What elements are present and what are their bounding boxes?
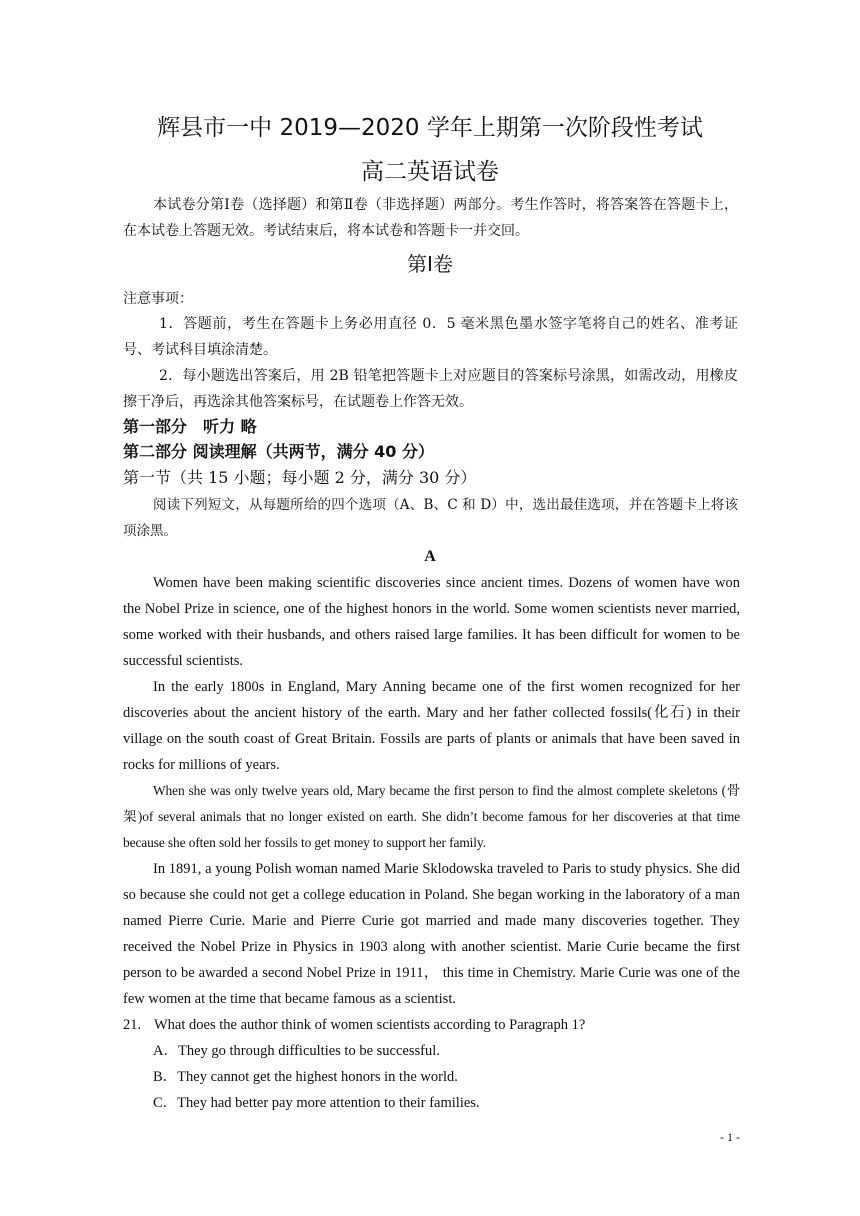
part-two-heading: 第二部分 阅读理解（共两节，满分 40 分） xyxy=(123,442,434,461)
part-one-heading: 第一部分 听力 略 xyxy=(123,417,257,436)
passage-paragraph: Women have been making scientific discoveries since ancient times. Dozens of women have won the Nobel Prize in science, one of the highest honors in the world. Some women scientists never married, some worked with their husbands, and others raised large families. It has been difficult for women to be successful scientists. xyxy=(123,575,740,669)
option-a: A．They go through difficulties to be successful. xyxy=(153,1043,440,1059)
question-21 xyxy=(123,1012,740,1038)
passage-paragraph: When she was only twelve years old, Mary became the first person to find the almost complete skeletons (骨架)of several animals that no longer existed on earth. She didn’t become famous for her discoveries at that time because she often sold her fossils to get money to support her family. xyxy=(123,783,740,850)
exam-intro: 本试卷分第Ⅰ卷（选择题）和第Ⅱ卷（非选择题）两部分。考生作答时，将答案答在答题卡上，在本试卷上答题无效。考试结束后，将本试卷和答题卡一并交回。 xyxy=(123,197,738,239)
passage-paragraph: In the early 1800s in England, Mary Anning became one of the first women recognized for her discoveries about the ancient history of the earth. Mary and her father collected fossils(化石) in their village on the south coast of Great Britain. Fossils are parts of plants or animals that have been saved in rocks for millions of years. xyxy=(123,679,740,773)
passage-paragraph: In 1891, a young Polish woman named Marie Sklodowska traveled to Paris to study physics. She did so because she could not get a college education in Poland. She began working in the laboratory of a man named Pierre Curie. Marie and Pierre Curie got married and made many discoveries together. They received the Nobel Prize in Physics in 1903 along with another scientist. Marie Curie became the first person to be awarded a second Nobel Prize in 1911， this time in Chemistry. Marie Curie was one of the few women at the time that became famous as a scientist. xyxy=(123,861,740,1007)
question-stem: What does the author think of women scientists according to Paragraph 1? xyxy=(154,1017,586,1033)
option-b: B．They cannot get the highest honors in the world. xyxy=(153,1069,458,1085)
notice-item: 2．每小题选出答案后，用 2B 铅笔把答题卡上对应题目的答案标号涂黑，如需改动，用橡皮擦干净后，再选涂其他答案标号，在试题卷上作答无效。 xyxy=(123,368,738,410)
reading-instruction: 阅读下列短文，从每题所给的四个选项（A、B、C 和 D）中，选出最佳选项，并在答题卡上将该项涂黑。 xyxy=(123,497,738,539)
exam-subtitle: 高二英语试卷 xyxy=(361,159,499,185)
volume-label: 第Ⅰ卷 xyxy=(407,252,453,276)
question-number: 21. xyxy=(123,1017,142,1033)
page-number: - 1 - xyxy=(720,1130,740,1144)
section-heading: 第一节（共 15 小题；每小题 2 分，满分 30 分） xyxy=(123,468,477,487)
option-c: C．They had better pay more attention to their families. xyxy=(153,1095,480,1111)
passage-label: A xyxy=(424,548,436,565)
exam-title: 辉县市一中 2019—2020 学年上期第一次阶段性考试 xyxy=(157,115,703,141)
notice-heading: 注意事项： xyxy=(123,291,193,307)
notice-item: 1．答题前，考生在答题卡上务必用直径 0．5 毫米黑色墨水签字笔将自己的姓名、准考证号、考试科目填涂清楚。 xyxy=(123,316,738,358)
